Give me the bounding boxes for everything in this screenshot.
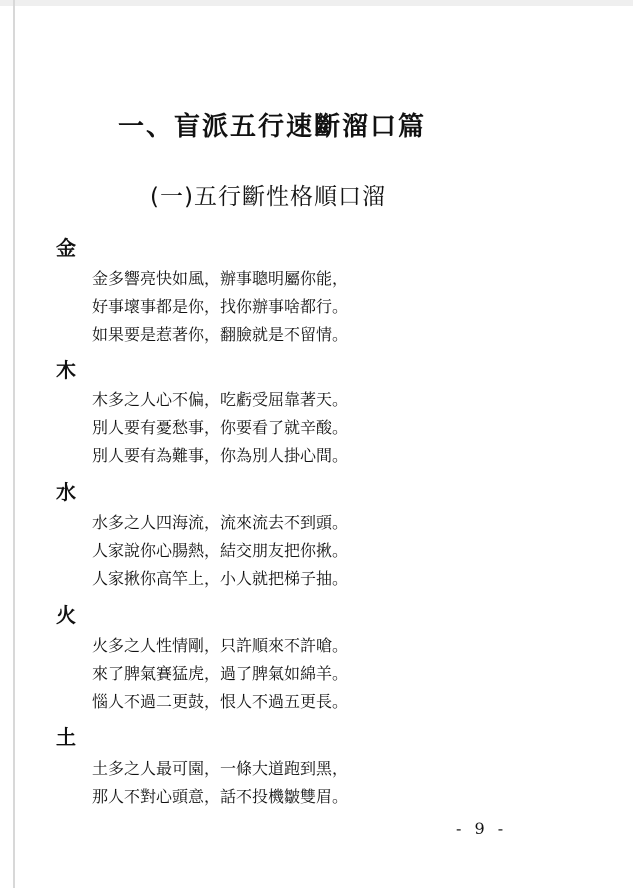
- section-heading-fire: 火: [56, 603, 76, 627]
- scan-left-margin-line: [13, 0, 15, 888]
- section-subtitle: (一)五行斷性格順口溜: [150, 184, 386, 210]
- section-heading-water: 水: [56, 480, 76, 504]
- section-heading-metal: 金: [56, 236, 76, 260]
- scan-top-shade: [0, 0, 633, 6]
- verse-line: 人家揪你高竿上，小人就把梯子抽。: [92, 569, 349, 588]
- verse-line: 惱人不過二更鼓，恨人不過五更長。: [92, 692, 349, 711]
- verse-line: 水多之人四海流，流來流去不到頭。: [92, 513, 349, 532]
- verse-line: 如果要是惹著你，翻臉就是不留情。: [92, 325, 349, 344]
- verse-line: 好事壞事都是你，找你辦事啥都行。: [92, 297, 349, 316]
- verse-line: 火多之人性情剛，只許順來不許嗆。: [92, 636, 349, 655]
- section-heading-earth: 土: [56, 725, 76, 749]
- verse-line: 金多響亮快如風，辦事聰明屬你能，: [92, 269, 349, 288]
- verse-line: 來了脾氣賽猛虎，過了脾氣如綿羊。: [92, 664, 349, 683]
- verse-line: 土多之人最可園，一條大道跑到黑，: [92, 759, 349, 778]
- verse-line: 木多之人心不偏，吃虧受屈靠著天。: [92, 390, 349, 409]
- verse-line: 人家說你心腸熱，結交朋友把你揪。: [92, 541, 349, 560]
- page-number: - 9 -: [456, 819, 508, 838]
- verse-line: 那人不對心頭意，話不投機皺雙眉。: [92, 787, 349, 806]
- verse-line: 別人要有憂愁事，你要看了就辛酸。: [92, 418, 349, 437]
- chapter-title: 一、盲派五行速斷溜口篇: [118, 112, 427, 142]
- verse-line: 別人要有為難事，你為別人掛心間。: [92, 446, 349, 465]
- section-heading-wood: 木: [56, 358, 76, 382]
